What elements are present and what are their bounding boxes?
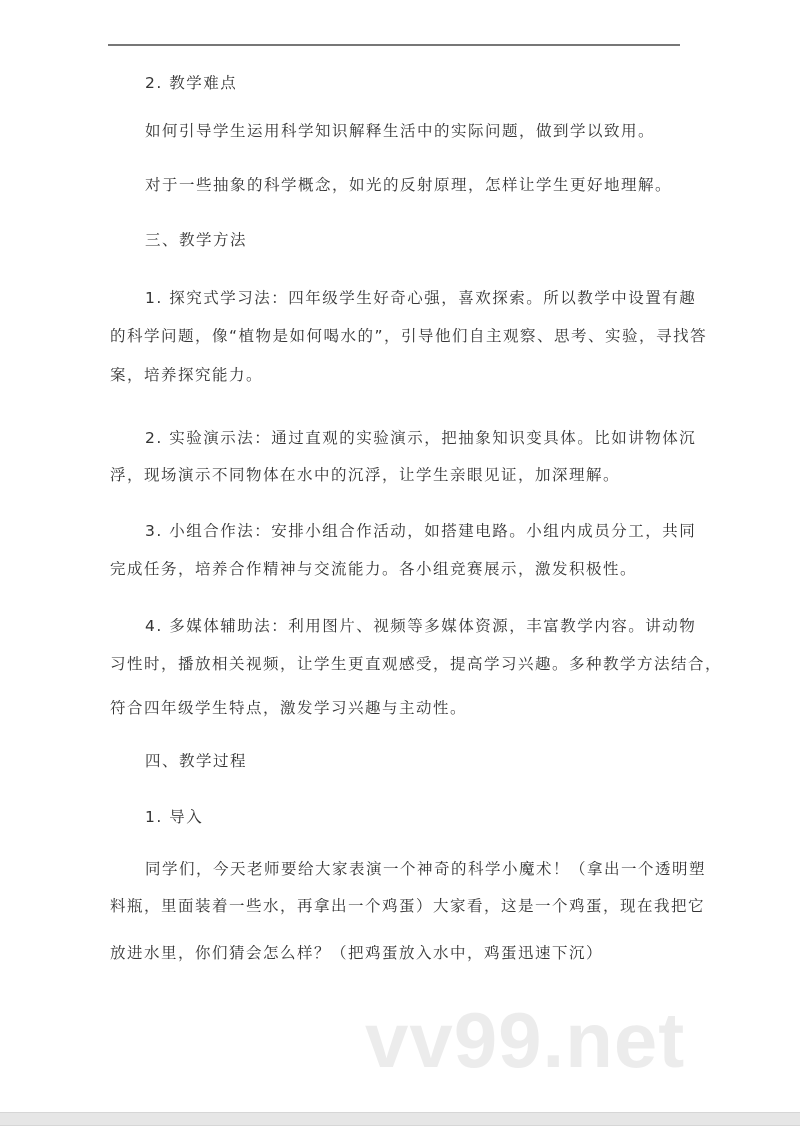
- paragraph-line: 符合四年级学生特点，激发学习兴趣与主动性。: [110, 699, 468, 717]
- section-heading-methods: 三、教学方法: [145, 231, 248, 249]
- watermark: vv99.net: [365, 996, 686, 1084]
- paragraph-line: 习性时，播放相关视频，让学生更直观感受，提高学习兴趣。多种教学方法结合，: [110, 655, 723, 673]
- paragraph-line: 3. 小组合作法：安排小组合作活动，如搭建电路。小组内成员分工，共同: [145, 522, 697, 540]
- difficulty-item: 如何引导学生运用科学知识解释生活中的实际问题，做到学以致用。: [145, 122, 656, 140]
- paragraph-line: 2. 实验演示法：通过直观的实验演示，把抽象知识变具体。比如讲物体沉: [145, 429, 697, 447]
- paragraph-line: 1. 探究式学习法：四年级学生好奇心强，喜欢探索。所以教学中设置有趣: [145, 289, 697, 307]
- heading-intro: 1. 导入: [145, 808, 204, 826]
- paragraph-line: 案，培养探究能力。: [110, 366, 264, 384]
- heading-teaching-difficulty: 2. 教学难点: [145, 74, 238, 92]
- paragraph-line: 料瓶，里面装着一些水，再拿出一个鸡蛋）大家看，这是一个鸡蛋，现在我把它: [110, 897, 706, 915]
- paragraph-line: 4. 多媒体辅助法：利用图片、视频等多媒体资源，丰富教学内容。讲动物: [145, 617, 697, 635]
- page-separator: [0, 1112, 800, 1126]
- paragraph-line: 完成任务，培养合作精神与交流能力。各小组竞赛展示，激发积极性。: [110, 560, 638, 578]
- paragraph-line: 放进水里，你们猜会怎么样？（把鸡蛋放入水中，鸡蛋迅速下沉）: [110, 944, 604, 962]
- paragraph-line: 浮，现场演示不同物体在水中的沉浮，让学生亲眼见证，加深理解。: [110, 466, 621, 484]
- header-rule: [108, 44, 680, 46]
- section-heading-process: 四、教学过程: [145, 752, 248, 770]
- paragraph-line: 同学们，今天老师要给大家表演一个神奇的科学小魔术！（拿出一个透明塑: [145, 860, 707, 878]
- paragraph-line: 的科学问题，像“植物是如何喝水的”，引导他们自主观察、思考、实验，寻找答: [110, 327, 708, 345]
- difficulty-item: 对于一些抽象的科学概念，如光的反射原理，怎样让学生更好地理解。: [145, 176, 673, 194]
